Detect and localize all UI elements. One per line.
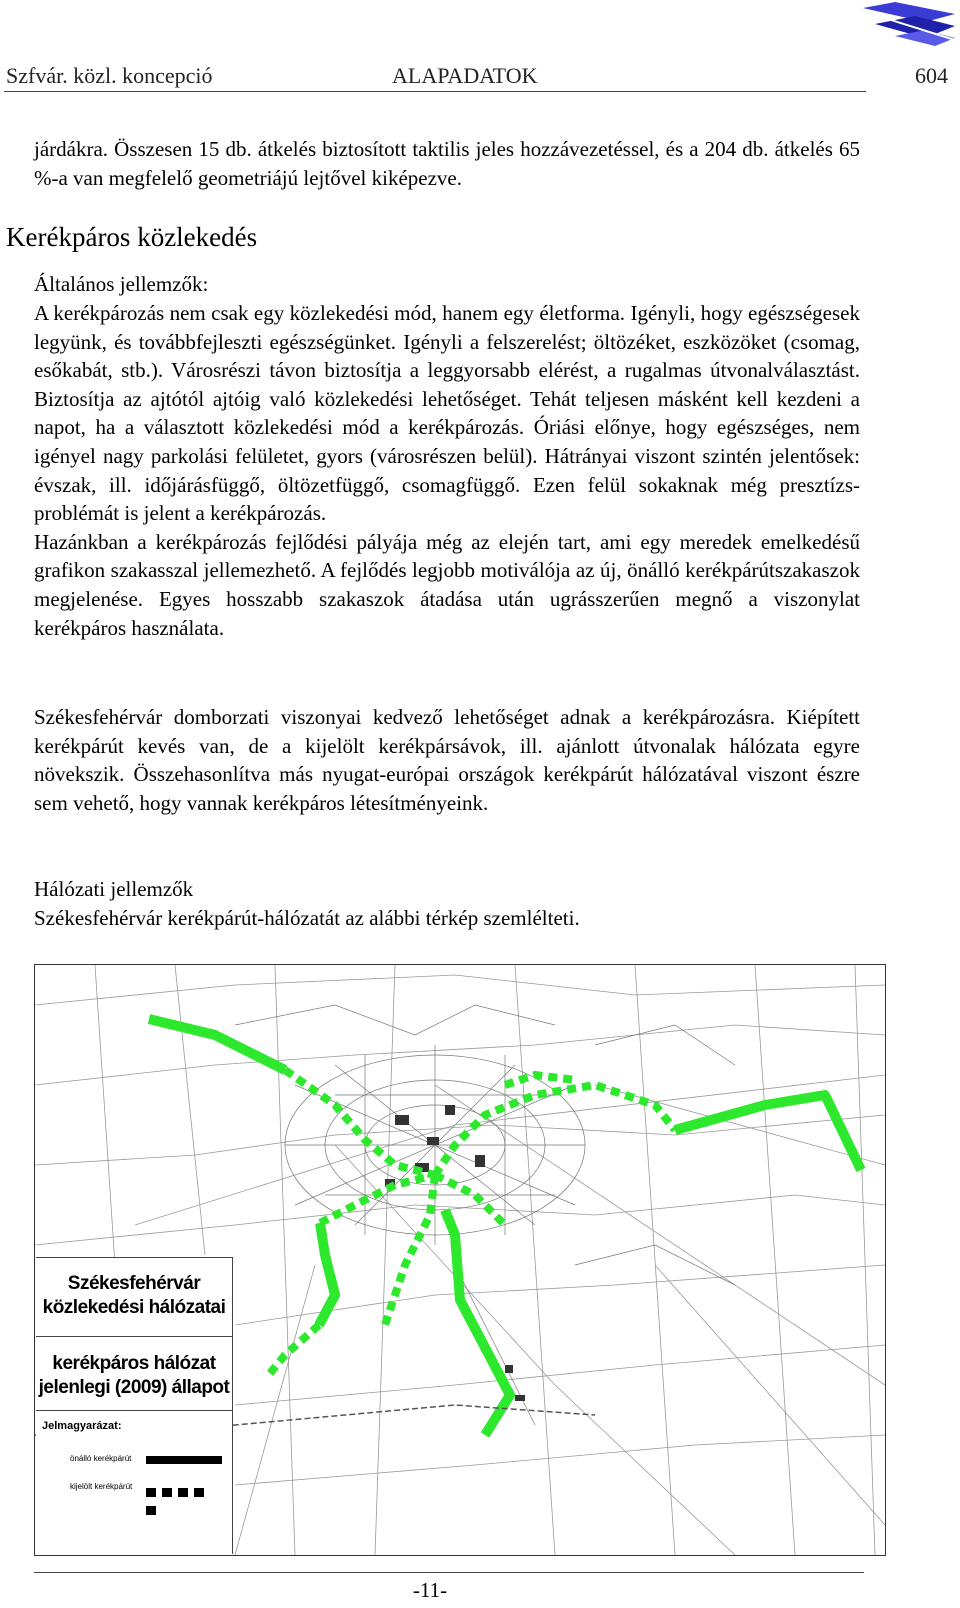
subheading-network (34, 875, 860, 904)
header-doc-title: Szfvár. közl. koncepció (6, 63, 213, 88)
paragraph-text: A kerékpározás nem csak egy közlekedési mód, hanem egy életforma. Igényli, hogy egészségesek legyünk, és továbbfejleszti egészségünket. Igényli a felszerelést; öltözéket, eszközöket (csomag, esőkabát, stb.). Városrészi távon biztosítja a leggyorsabb elérést, a rugalmas útvonalválasztást. Biztosítja az ajtótól ajtóig való közlekedési lehetőséget. Tehát teljesen másként kell kezdeni a napot, ha a választott közlekedési mód a kerékpározás. Óriási előnye, hogy egészséges, nem igényel nagy parkolási felületet, gyors (városrészen belül). Hátrányai viszont szintén jelentősek: évszak, ill. időjárásfüggő, öltözetfüggő, csomagfüggő. Ezen felül sokaknak még presztízs-problémát is jelent a kerékpározás. (34, 301, 860, 526)
legend-label-solid: önálló kerékpárút (70, 1454, 132, 1463)
footer-rule (34, 1572, 864, 1573)
page-footer-number: -11- (412, 1578, 448, 1602)
paragraph-text: járdákra. Összesen 15 db. átkelés biztosított taktilis jeles hozzávezetéssel, és a 204 db. átkelés 65 %-a van megfelelő geometriájú lejtővel kiképezve. (34, 137, 860, 190)
legend-swatch-dashed (146, 1484, 222, 1493)
map-legend (36, 1257, 233, 1554)
page-header (0, 55, 960, 95)
section-heading: Kerékpáros közlekedés (6, 222, 258, 252)
bicycle-network-map (34, 964, 886, 1556)
paragraph-main (34, 299, 860, 642)
paragraph-intro (34, 135, 860, 192)
header-rule (4, 91, 866, 92)
subheading-text: Hálózati jellemzők (34, 877, 194, 901)
paragraph-text: Hazánkban a kerékpározás fejlődési pályája még az elején tart, ami egy meredek emelkedésű grafikon szakasszal jellemezhető. A fejlődés legjobb motiválója az új, önálló kerékpárútszakaszok megjelenése. Egyes hosszabb szakaszok átadása után ugrásszerűen megnő a viszonylat kerékpáros használata. (34, 529, 860, 640)
paragraph-text: Székesfehérvár kerékpárút-hálózatát az alábbi térkép szemlélteti. (34, 906, 580, 930)
subheading-text: Általános jellemzők: (34, 272, 209, 296)
legend-swatch-solid (146, 1456, 222, 1464)
subheading-general (34, 270, 860, 299)
map-title: Székesfehérvár közlekedési hálózatai (42, 1273, 226, 1318)
legend-label-dashed: kijelölt kerékpárút (70, 1482, 133, 1491)
legend-heading: Jelmagyarázat: (42, 1420, 122, 1432)
header-page-number: 604 (915, 63, 948, 88)
legend-divider (36, 1336, 232, 1337)
paragraph-second (34, 703, 860, 817)
paragraph-map-intro (34, 904, 860, 933)
paragraph-text: Székesfehérvár domborzati viszonyai kedvező lehetőséget adnak a kerékpározásra. Kiépített kerékpárút kevés van, de a kijelölt kerékpársávok, ill. ajánlott útvonalak hálózata egyre növekszik. Összehasonlítva más nyugat-európai országok kerékpárút hálózatával viszont észre sem vehető, hogy vannak kerékpáros létesítményeink. (34, 705, 860, 815)
map-subtitle: kerékpáros hálózat jelenlegi (2009) állapot (38, 1353, 230, 1398)
legend-divider (36, 1410, 232, 1411)
header-section: ALAPADATOK (392, 63, 538, 88)
publisher-logo (855, 0, 960, 48)
